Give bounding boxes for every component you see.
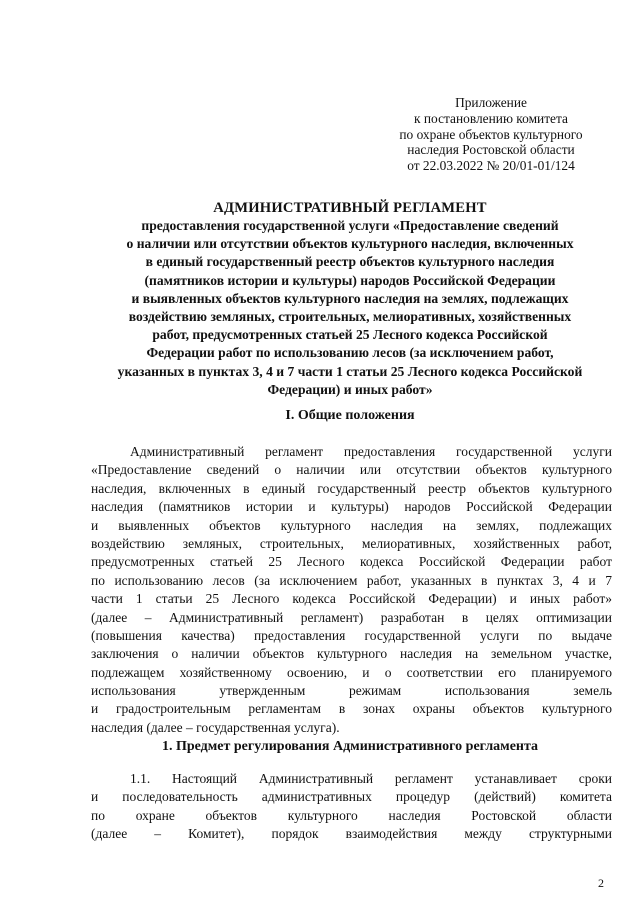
paragraph-line: предусмотренных статьей 25 Лесного кодекса Российской Федерации работ xyxy=(91,554,612,570)
subtitle-line: Федерации работ по использованию лесов (за исключением работ, xyxy=(146,345,554,361)
paragraph-line: по использованию лесов (за исключением работ, указанных в пунктах 3, 4 и 7 xyxy=(91,572,612,588)
appendix-line: к постановлению комитета xyxy=(414,110,568,126)
document-title: АДМИНИСТРАТИВНЫЙ РЕГЛАМЕНТ xyxy=(213,200,487,216)
subtitle-line: Федерации) и иных работ» xyxy=(267,381,433,397)
subtitle-line: указанных в пунктах 3, 4 и 7 части 1 статьи 25 Лесного кодекса Российской xyxy=(117,363,583,379)
paragraph-line: подлежащем хозяйственному освоению, и о соответствии его планируемого xyxy=(91,664,612,680)
paragraph-line: и выявленных объектов культурного наследия на землях, подлежащих xyxy=(91,517,612,533)
paragraph-line: и градостроительным регламентам в зонах охраны объектов культурного xyxy=(91,701,612,717)
section-heading-general: I. Общие положения xyxy=(285,408,415,423)
paragraph-line: Административный регламент предоставления государственной услуги xyxy=(130,444,612,459)
subtitle-line: и выявленных объектов культурного наследия на землях, подлежащих xyxy=(131,290,569,306)
paragraph-line: (далее – Комитет), порядок взаимодействия между структурными xyxy=(91,826,612,842)
paragraph-line: части 1 статьи 25 Лесного кодекса Российской Федерации) и иных работ» xyxy=(91,591,612,607)
subtitle-line: (памятников истории и культуры) народов Российской Федерации xyxy=(144,272,556,288)
appendix-line: Приложение xyxy=(455,95,527,110)
subtitle-line: о наличии или отсутствии объектов культурного наследия, включенных xyxy=(126,236,574,252)
appendix-line: наследия Ростовской области xyxy=(407,142,575,158)
paragraph-line: и последовательность административных процедур (действий) комитета xyxy=(91,789,612,805)
paragraph-line: (далее – Административный регламент) разработан в целях оптимизации xyxy=(91,609,612,625)
section-heading-subject: 1. Предмет регулирования Административного регламента xyxy=(161,739,539,754)
subtitle-line: предоставления государственной услуги «Предоставление сведений xyxy=(141,218,559,233)
document-subtitle xyxy=(86,217,614,399)
paragraph-line: заключения о наличии объектов культурного наследия на земельном участке, xyxy=(91,646,612,662)
appendix-line: по охране объектов культурного xyxy=(399,126,583,142)
appendix-header xyxy=(380,95,602,174)
paragraph-line: использования утвержденным режимам использования земель xyxy=(91,683,612,699)
paragraph-line: наследия (далее – государственная услуга). xyxy=(91,719,340,735)
paragraph-line: 1.1. Настоящий Административный регламент устанавливает сроки xyxy=(130,771,612,786)
paragraph-line: наследия (памятников истории и культуры) народов Российской Федерации xyxy=(91,499,612,515)
paragraph-line: наследия, включенных в единый государственный реестр объектов культурного xyxy=(91,480,612,496)
page-number: 2 xyxy=(598,876,604,890)
subtitle-line: работ, предусмотренных статьей 25 Лесного кодекса Российской xyxy=(152,327,548,343)
paragraph-line: (повышения качества) предоставления государственной услуги по выдаче xyxy=(91,627,612,643)
paragraph-line: «Предоставление сведений о наличии или отсутствии объектов культурного xyxy=(91,462,612,478)
paragraph-line: воздействию земляных, строительных, мелиоративных, хозяйственных работ, xyxy=(91,535,612,551)
paragraph-subject-regulation xyxy=(91,770,612,844)
subtitle-line: воздействию земляных, строительных, мелиоративных, хозяйственных xyxy=(128,309,572,325)
paragraph-line: по охране объектов культурного наследия Ростовской области xyxy=(91,807,612,823)
subtitle-line: в единый государственный реестр объектов культурного наследия xyxy=(145,254,555,270)
title-block xyxy=(86,199,614,399)
paragraph-general-provisions xyxy=(91,443,612,737)
appendix-line: от 22.03.2022 № 20/01-01/124 xyxy=(407,158,575,174)
